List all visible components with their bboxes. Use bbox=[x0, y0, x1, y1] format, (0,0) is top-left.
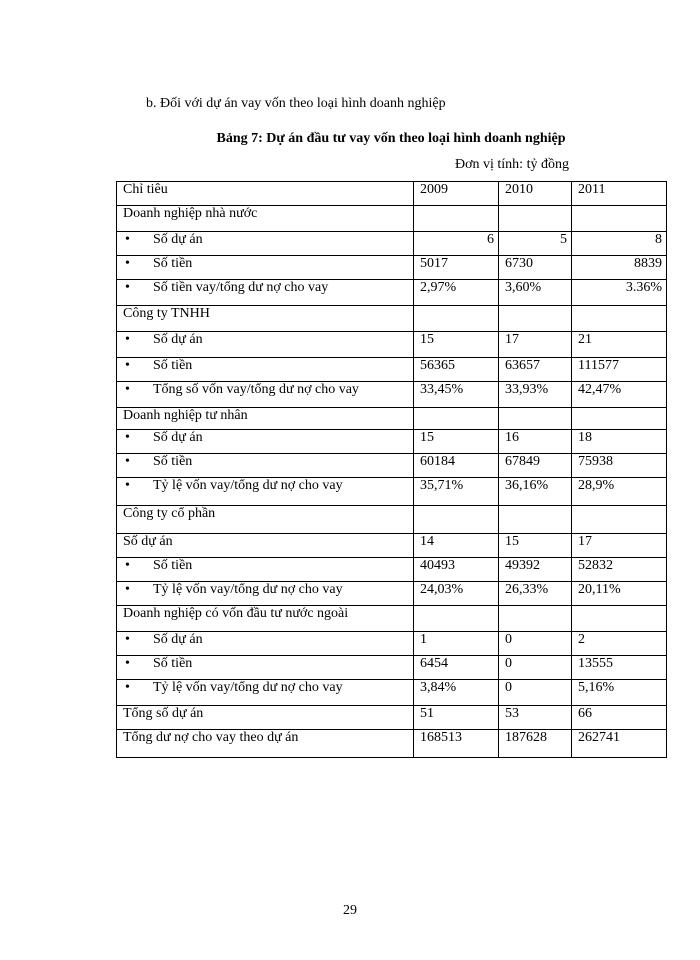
row-label-cell bbox=[117, 430, 414, 454]
row-label: Số dự án bbox=[153, 632, 203, 647]
row-label-cell bbox=[117, 232, 414, 256]
value-cell: 2,97% bbox=[414, 280, 499, 306]
value-cell: 6 bbox=[414, 232, 499, 256]
table-row bbox=[117, 632, 667, 656]
row-label-cell bbox=[117, 382, 414, 408]
row-label: Số dự án bbox=[153, 430, 203, 445]
row-label-cell bbox=[117, 358, 414, 382]
value-cell bbox=[414, 206, 499, 232]
value-cell: 20,11% bbox=[572, 582, 667, 606]
header-cell: 2009 bbox=[414, 182, 499, 206]
bullet-icon: • bbox=[125, 232, 130, 247]
value-cell: 262741 bbox=[572, 730, 667, 758]
row-label: Doanh nghiệp tư nhân bbox=[123, 408, 248, 423]
value-cell: 8839 bbox=[572, 256, 667, 280]
value-cell bbox=[572, 506, 667, 534]
header-cell: 2010 bbox=[499, 182, 572, 206]
row-label-cell bbox=[117, 332, 414, 358]
table-row bbox=[117, 582, 667, 606]
value-cell: 14 bbox=[414, 534, 499, 558]
bullet-icon: • bbox=[125, 430, 130, 445]
value-cell bbox=[499, 606, 572, 632]
value-cell: 13555 bbox=[572, 656, 667, 680]
value-cell: 53 bbox=[499, 706, 572, 730]
row-label: Số tiền bbox=[153, 358, 193, 373]
value-cell: 6454 bbox=[414, 656, 499, 680]
row-label: Số tiền bbox=[153, 454, 193, 469]
value-cell: 36,16% bbox=[499, 478, 572, 506]
value-cell: 0 bbox=[499, 680, 572, 706]
table-row bbox=[117, 730, 667, 758]
value-cell: 5 bbox=[499, 232, 572, 256]
table-row bbox=[117, 408, 667, 430]
value-cell: 3,60% bbox=[499, 280, 572, 306]
row-label-cell bbox=[117, 256, 414, 280]
row-label-cell bbox=[117, 534, 414, 558]
value-cell: 15 bbox=[499, 534, 572, 558]
table-row bbox=[117, 606, 667, 632]
value-cell bbox=[572, 306, 667, 332]
unit-label: Đơn vị tính: tỷ đồng bbox=[455, 157, 569, 172]
value-cell bbox=[572, 408, 667, 430]
value-cell bbox=[414, 506, 499, 534]
table-row bbox=[117, 382, 667, 408]
value-cell: 60184 bbox=[414, 454, 499, 478]
bullet-icon: • bbox=[125, 256, 130, 271]
row-label: Số tiền bbox=[153, 256, 193, 271]
value-cell: 42,47% bbox=[572, 382, 667, 408]
bullet-icon: • bbox=[125, 632, 130, 647]
value-cell bbox=[499, 306, 572, 332]
table-row bbox=[117, 306, 667, 332]
value-cell: 33,45% bbox=[414, 382, 499, 408]
value-cell bbox=[414, 606, 499, 632]
value-cell: 5017 bbox=[414, 256, 499, 280]
table-row bbox=[117, 680, 667, 706]
table-row bbox=[117, 280, 667, 306]
value-cell bbox=[572, 606, 667, 632]
row-label-cell bbox=[117, 280, 414, 306]
value-cell: 18 bbox=[572, 430, 667, 454]
table-row bbox=[117, 506, 667, 534]
row-label: Công ty TNHH bbox=[123, 306, 210, 321]
row-label: Số tiền vay/tổng dư nợ cho vay bbox=[153, 280, 329, 295]
row-label-cell bbox=[117, 408, 414, 430]
row-label: Công ty cổ phần bbox=[123, 506, 216, 521]
value-cell: 51 bbox=[414, 706, 499, 730]
bullet-icon: • bbox=[125, 478, 130, 493]
value-cell bbox=[414, 408, 499, 430]
table-row bbox=[117, 534, 667, 558]
value-cell: 15 bbox=[414, 430, 499, 454]
bullet-icon: • bbox=[125, 558, 130, 573]
row-label: Tỷ lệ vốn vay/tổng dư nợ cho vay bbox=[153, 478, 343, 493]
value-cell: 1 bbox=[414, 632, 499, 656]
value-cell: 35,71% bbox=[414, 478, 499, 506]
table-row bbox=[117, 358, 667, 382]
value-cell: 17 bbox=[499, 332, 572, 358]
table-header-row bbox=[117, 182, 667, 206]
table-row bbox=[117, 232, 667, 256]
value-cell: 24,03% bbox=[414, 582, 499, 606]
value-cell: 26,33% bbox=[499, 582, 572, 606]
value-cell: 168513 bbox=[414, 730, 499, 758]
value-cell bbox=[572, 206, 667, 232]
value-cell: 8 bbox=[572, 232, 667, 256]
row-label: Tổng dư nợ cho vay theo dự án bbox=[123, 730, 299, 745]
data-table bbox=[116, 181, 667, 758]
row-label: Tổng số dự án bbox=[123, 706, 204, 721]
row-label-cell bbox=[117, 706, 414, 730]
row-label-cell bbox=[117, 680, 414, 706]
row-label: Tổng số vốn vay/tổng dư nợ cho vay bbox=[153, 382, 359, 397]
table-title: Bảng 7: Dự án đầu tư vay vốn theo loại hình doanh nghiệp bbox=[216, 131, 566, 146]
row-label: Số tiền bbox=[153, 558, 193, 573]
row-label-cell bbox=[117, 558, 414, 582]
value-cell: 0 bbox=[499, 656, 572, 680]
value-cell: 0 bbox=[499, 632, 572, 656]
bullet-icon: • bbox=[125, 582, 130, 597]
bullet-icon: • bbox=[125, 680, 130, 695]
row-label-cell bbox=[117, 606, 414, 632]
value-cell bbox=[499, 206, 572, 232]
bullet-icon: • bbox=[125, 358, 130, 373]
bullet-icon: • bbox=[125, 332, 130, 347]
row-label-cell bbox=[117, 454, 414, 478]
bullet-icon: • bbox=[125, 656, 130, 671]
value-cell: 67849 bbox=[499, 454, 572, 478]
row-label-cell bbox=[117, 506, 414, 534]
row-label: Số dự án bbox=[153, 232, 203, 247]
bullet-icon: • bbox=[125, 382, 130, 397]
table-row bbox=[117, 332, 667, 358]
table-row bbox=[117, 454, 667, 478]
value-cell bbox=[414, 306, 499, 332]
value-cell: 5,16% bbox=[572, 680, 667, 706]
value-cell: 33,93% bbox=[499, 382, 572, 408]
bullet-icon: • bbox=[125, 454, 130, 469]
table-row bbox=[117, 558, 667, 582]
table-row bbox=[117, 206, 667, 232]
row-label-cell bbox=[117, 306, 414, 332]
table-row bbox=[117, 656, 667, 680]
value-cell: 56365 bbox=[414, 358, 499, 382]
value-cell: 40493 bbox=[414, 558, 499, 582]
table-row bbox=[117, 430, 667, 454]
bullet-icon: • bbox=[125, 280, 130, 295]
value-cell: 2 bbox=[572, 632, 667, 656]
row-label-cell bbox=[117, 730, 414, 758]
value-cell: 28,9% bbox=[572, 478, 667, 506]
row-label-cell bbox=[117, 206, 414, 232]
value-cell: 3,84% bbox=[414, 680, 499, 706]
row-label-cell bbox=[117, 582, 414, 606]
header-cell: Chỉ tiêu bbox=[117, 182, 414, 206]
value-cell: 187628 bbox=[499, 730, 572, 758]
row-label-cell bbox=[117, 632, 414, 656]
page-number: 29 bbox=[343, 903, 357, 918]
value-cell: 63657 bbox=[499, 358, 572, 382]
row-label: Tỷ lệ vốn vay/tổng dư nợ cho vay bbox=[153, 582, 343, 597]
value-cell: 75938 bbox=[572, 454, 667, 478]
value-cell: 52832 bbox=[572, 558, 667, 582]
value-cell: 15 bbox=[414, 332, 499, 358]
value-cell: 49392 bbox=[499, 558, 572, 582]
value-cell bbox=[499, 408, 572, 430]
value-cell bbox=[499, 506, 572, 534]
row-label-cell bbox=[117, 478, 414, 506]
value-cell: 17 bbox=[572, 534, 667, 558]
row-label-cell bbox=[117, 656, 414, 680]
table-row bbox=[117, 478, 667, 506]
value-cell: 21 bbox=[572, 332, 667, 358]
section-heading: b. Đối với dự án vay vốn theo loại hình doanh nghiệp bbox=[146, 96, 446, 111]
row-label: Doanh nghiệp nhà nước bbox=[123, 206, 258, 221]
row-label: Doanh nghiệp có vốn đầu tư nước ngoài bbox=[123, 606, 349, 621]
table-row bbox=[117, 706, 667, 730]
row-label: Tỷ lệ vốn vay/tổng dư nợ cho vay bbox=[153, 680, 343, 695]
row-label: Số tiền bbox=[153, 656, 193, 671]
value-cell: 66 bbox=[572, 706, 667, 730]
header-cell: 2011 bbox=[572, 182, 667, 206]
row-label: Số dự án bbox=[153, 332, 203, 347]
value-cell: 6730 bbox=[499, 256, 572, 280]
table-row bbox=[117, 256, 667, 280]
value-cell: 16 bbox=[499, 430, 572, 454]
value-cell: 3.36% bbox=[572, 280, 667, 306]
value-cell: 111577 bbox=[572, 358, 667, 382]
row-label: Số dự án bbox=[123, 534, 173, 549]
